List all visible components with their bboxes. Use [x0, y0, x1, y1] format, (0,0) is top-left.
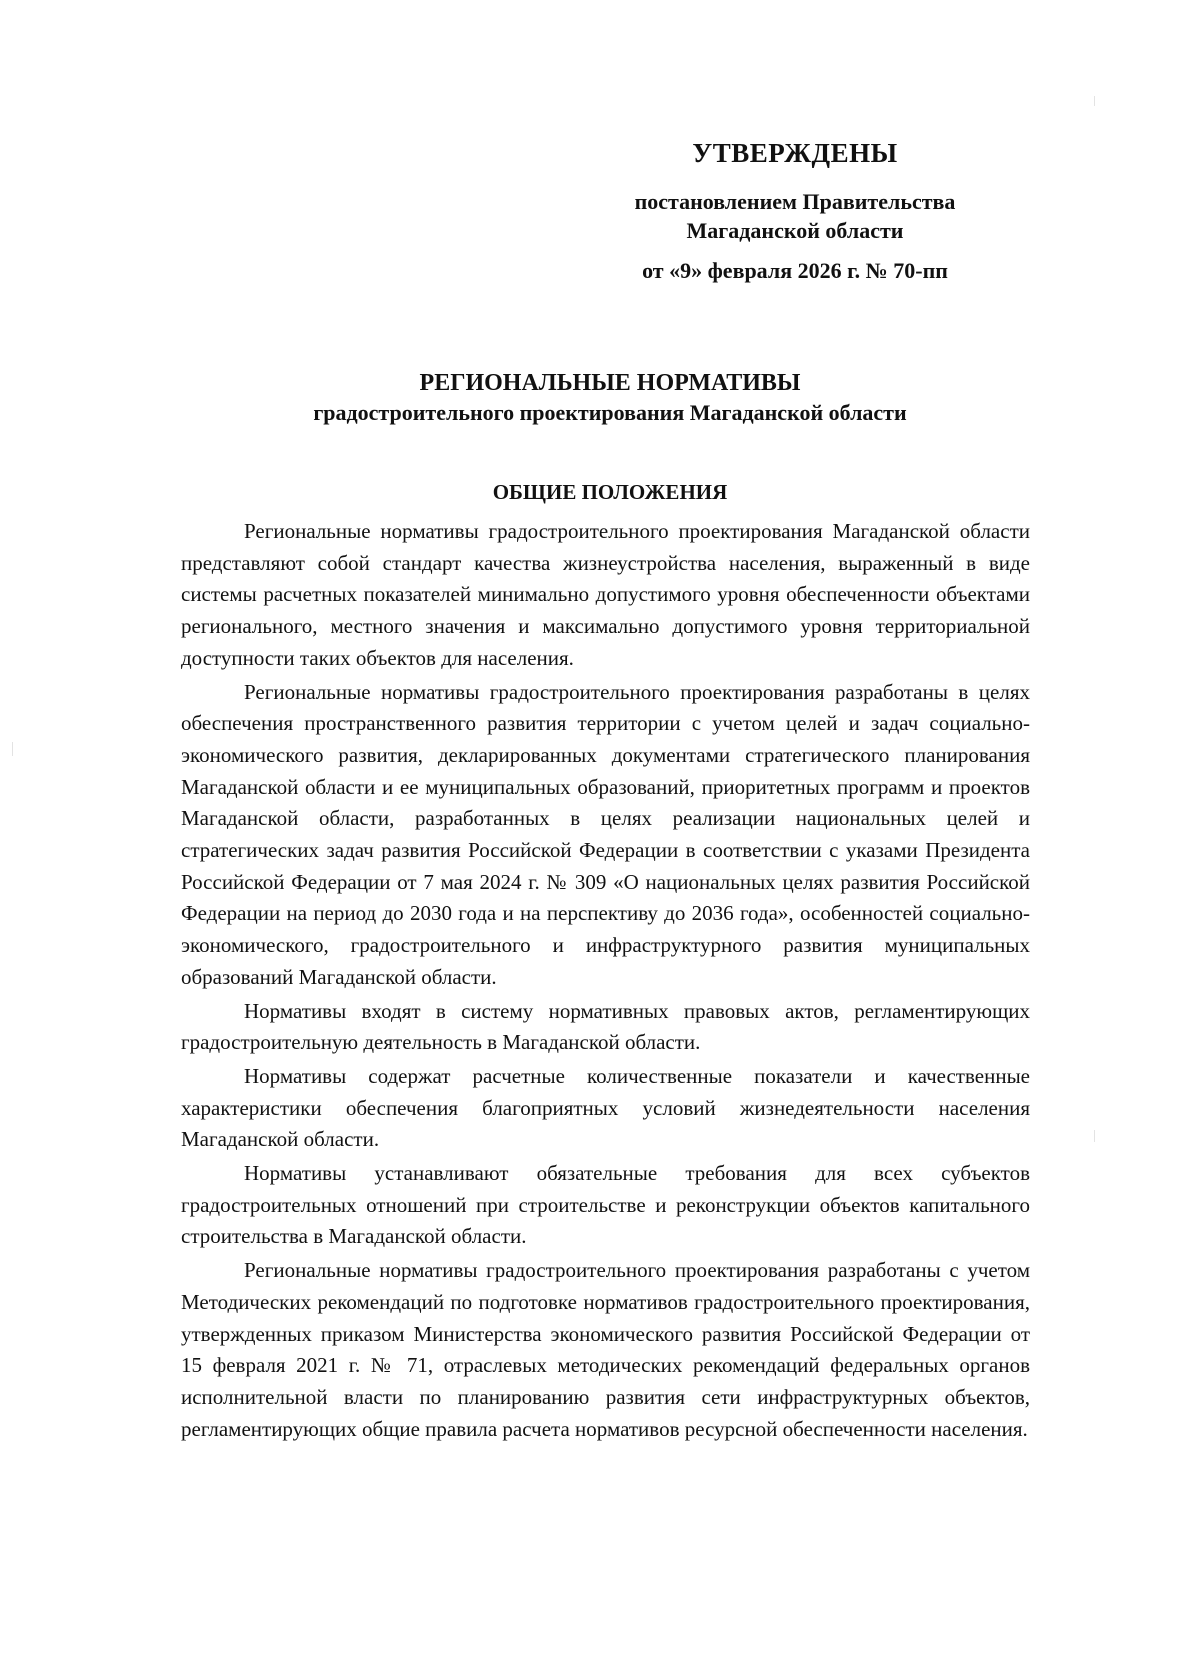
scan-mark [1094, 96, 1095, 106]
paragraph: Нормативы входят в систему нормативных правовых актов, регламентирующих градостроительную деятельность в Магаданской области. [181, 998, 1030, 1055]
paragraph: Региональные нормативы градостроительного проектирования разработаны с учетом Методических рекомендаций по подготовке нормативов градостроительного проектирования, утвержденных приказом Министерства экономического развития Российской Федерации от 15 февраля 2021 г. № 71, отраслевых методических рекомендаций федеральных органов исполнительной власти по планированию развития сети инфраструктурных объектов, регламентирующих общие правила расчета нормативов ресурсной обеспеченности населения. [181, 1258, 1030, 1441]
paragraph: Нормативы содержат расчетные количественные показатели и качественные характеристики обеспечения благоприятных условий жизнедеятельности населения Магаданской области. [181, 1063, 1030, 1152]
paragraph: Региональные нормативы градостроительного проектирования Магаданской области представляют собой стандарт качества жизнеустройства населения, выраженный в виде системы расчетных показателей минимально допустимого уровня обеспеченности объектами регионального, местного значения и максимально допустимого уровня территориальной доступности таких объектов для населения. [181, 519, 1030, 670]
approval-block [560, 138, 1030, 284]
scan-mark [12, 742, 13, 756]
paragraph: Региональные нормативы градостроительного проектирования разработаны в целях обеспечения пространственного развития территории с учетом целей и задач социально-экономического развития, декларированных документами стратегического планирования Магаданской области и ее муниципальных образований, приоритетных программ и проектов Магаданской области, разработанных в целях реализации национальных целей и стратегических задач развития Российской Федерации в соответствии с указами Президента Российской Федерации от 7 мая 2024 г. № 309 «О национальных целях развития Российской Федерации на период до 2030 года и на перспективу до 2036 года», особенностей социально-экономического, градостроительного и инфраструктурного развития муниципальных образований Магаданской области. [181, 679, 1030, 989]
approval-title: УТВЕРЖДЕНЫ [692, 138, 898, 168]
document-title: РЕГИОНАЛЬНЫЕ НОРМАТИВЫ [419, 370, 801, 396]
paragraph: Нормативы устанавливают обязательные требования для всех субъектов градостроительных отношений при строительстве и реконструкции объектов капитального строительства в Магаданской области. [181, 1161, 1030, 1249]
document-subtitle: градостроительного проектирования Магаданской области [313, 400, 907, 425]
section-body [181, 516, 1030, 1445]
approval-line-1: постановлением Правительства [634, 189, 956, 214]
document-title-block [180, 368, 1040, 428]
approval-date: от «9» февраля 2026 г. № 70-пп [642, 258, 948, 283]
scan-mark [1094, 1130, 1095, 1142]
approval-line-2: Магаданской области [686, 218, 904, 243]
section-heading: ОБЩИЕ ПОЛОЖЕНИЯ [492, 480, 728, 504]
